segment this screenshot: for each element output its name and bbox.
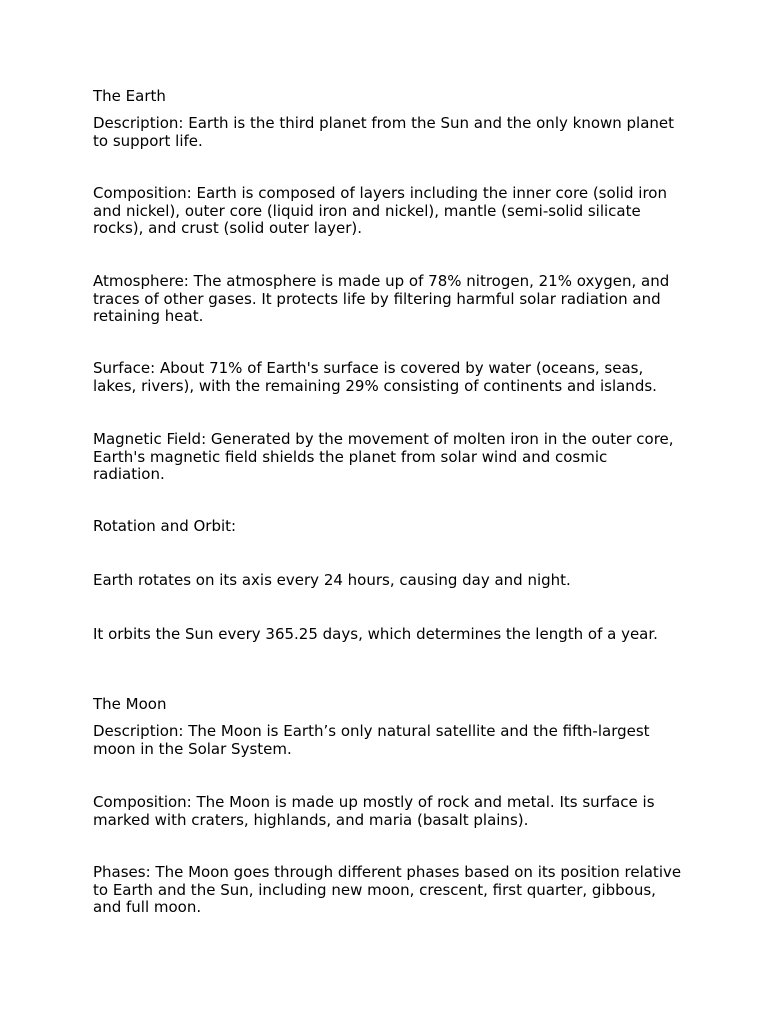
- moon-description: Description: The Moon is Earth’s only natural satellite and the fifth-largest moon in the Solar System.: [93, 722, 650, 758]
- moon-heading: The Moon: [93, 695, 167, 713]
- moon-phases: Phases: The Moon goes through different phases based on its position relative to Earth and the Sun, including new moon, crescent, first quarter, gibbous, and full moon.: [93, 863, 682, 916]
- earth-rotation-heading: Rotation and Orbit:: [93, 517, 237, 535]
- earth-rotation: Earth rotates on its axis every 24 hours, causing day and night.: [93, 571, 571, 589]
- earth-atmosphere: Atmosphere: The atmosphere is made up of 78% nitrogen, 21% oxygen, and traces of other gases. It protects life by filtering harmful solar radiation and retaining heat.: [93, 272, 670, 325]
- earth-orbit: It orbits the Sun every 365.25 days, which determines the length of a year.: [93, 625, 658, 643]
- moon-composition: Composition: The Moon is made up mostly of rock and metal. Its surface is marked with craters, highlands, and maria (basalt plains).: [93, 793, 655, 829]
- earth-heading: The Earth: [93, 87, 166, 105]
- earth-magnetic-field: Magnetic Field: Generated by the movement of molten iron in the outer core, Earth's magnetic field shields the planet from solar wind and cosmic radiation.: [93, 430, 674, 483]
- earth-composition: Composition: Earth is composed of layers including the inner core (solid iron and nickel), outer core (liquid iron and nickel), mantle (semi-solid silicate rocks), and crust (solid outer layer).: [93, 184, 667, 237]
- earth-surface: Surface: About 71% of Earth's surface is covered by water (oceans, seas, lakes, rivers), with the remaining 29% consisting of continents and islands.: [93, 359, 657, 395]
- earth-description: Description: Earth is the third planet from the Sun and the only known planet to support life.: [93, 114, 675, 150]
